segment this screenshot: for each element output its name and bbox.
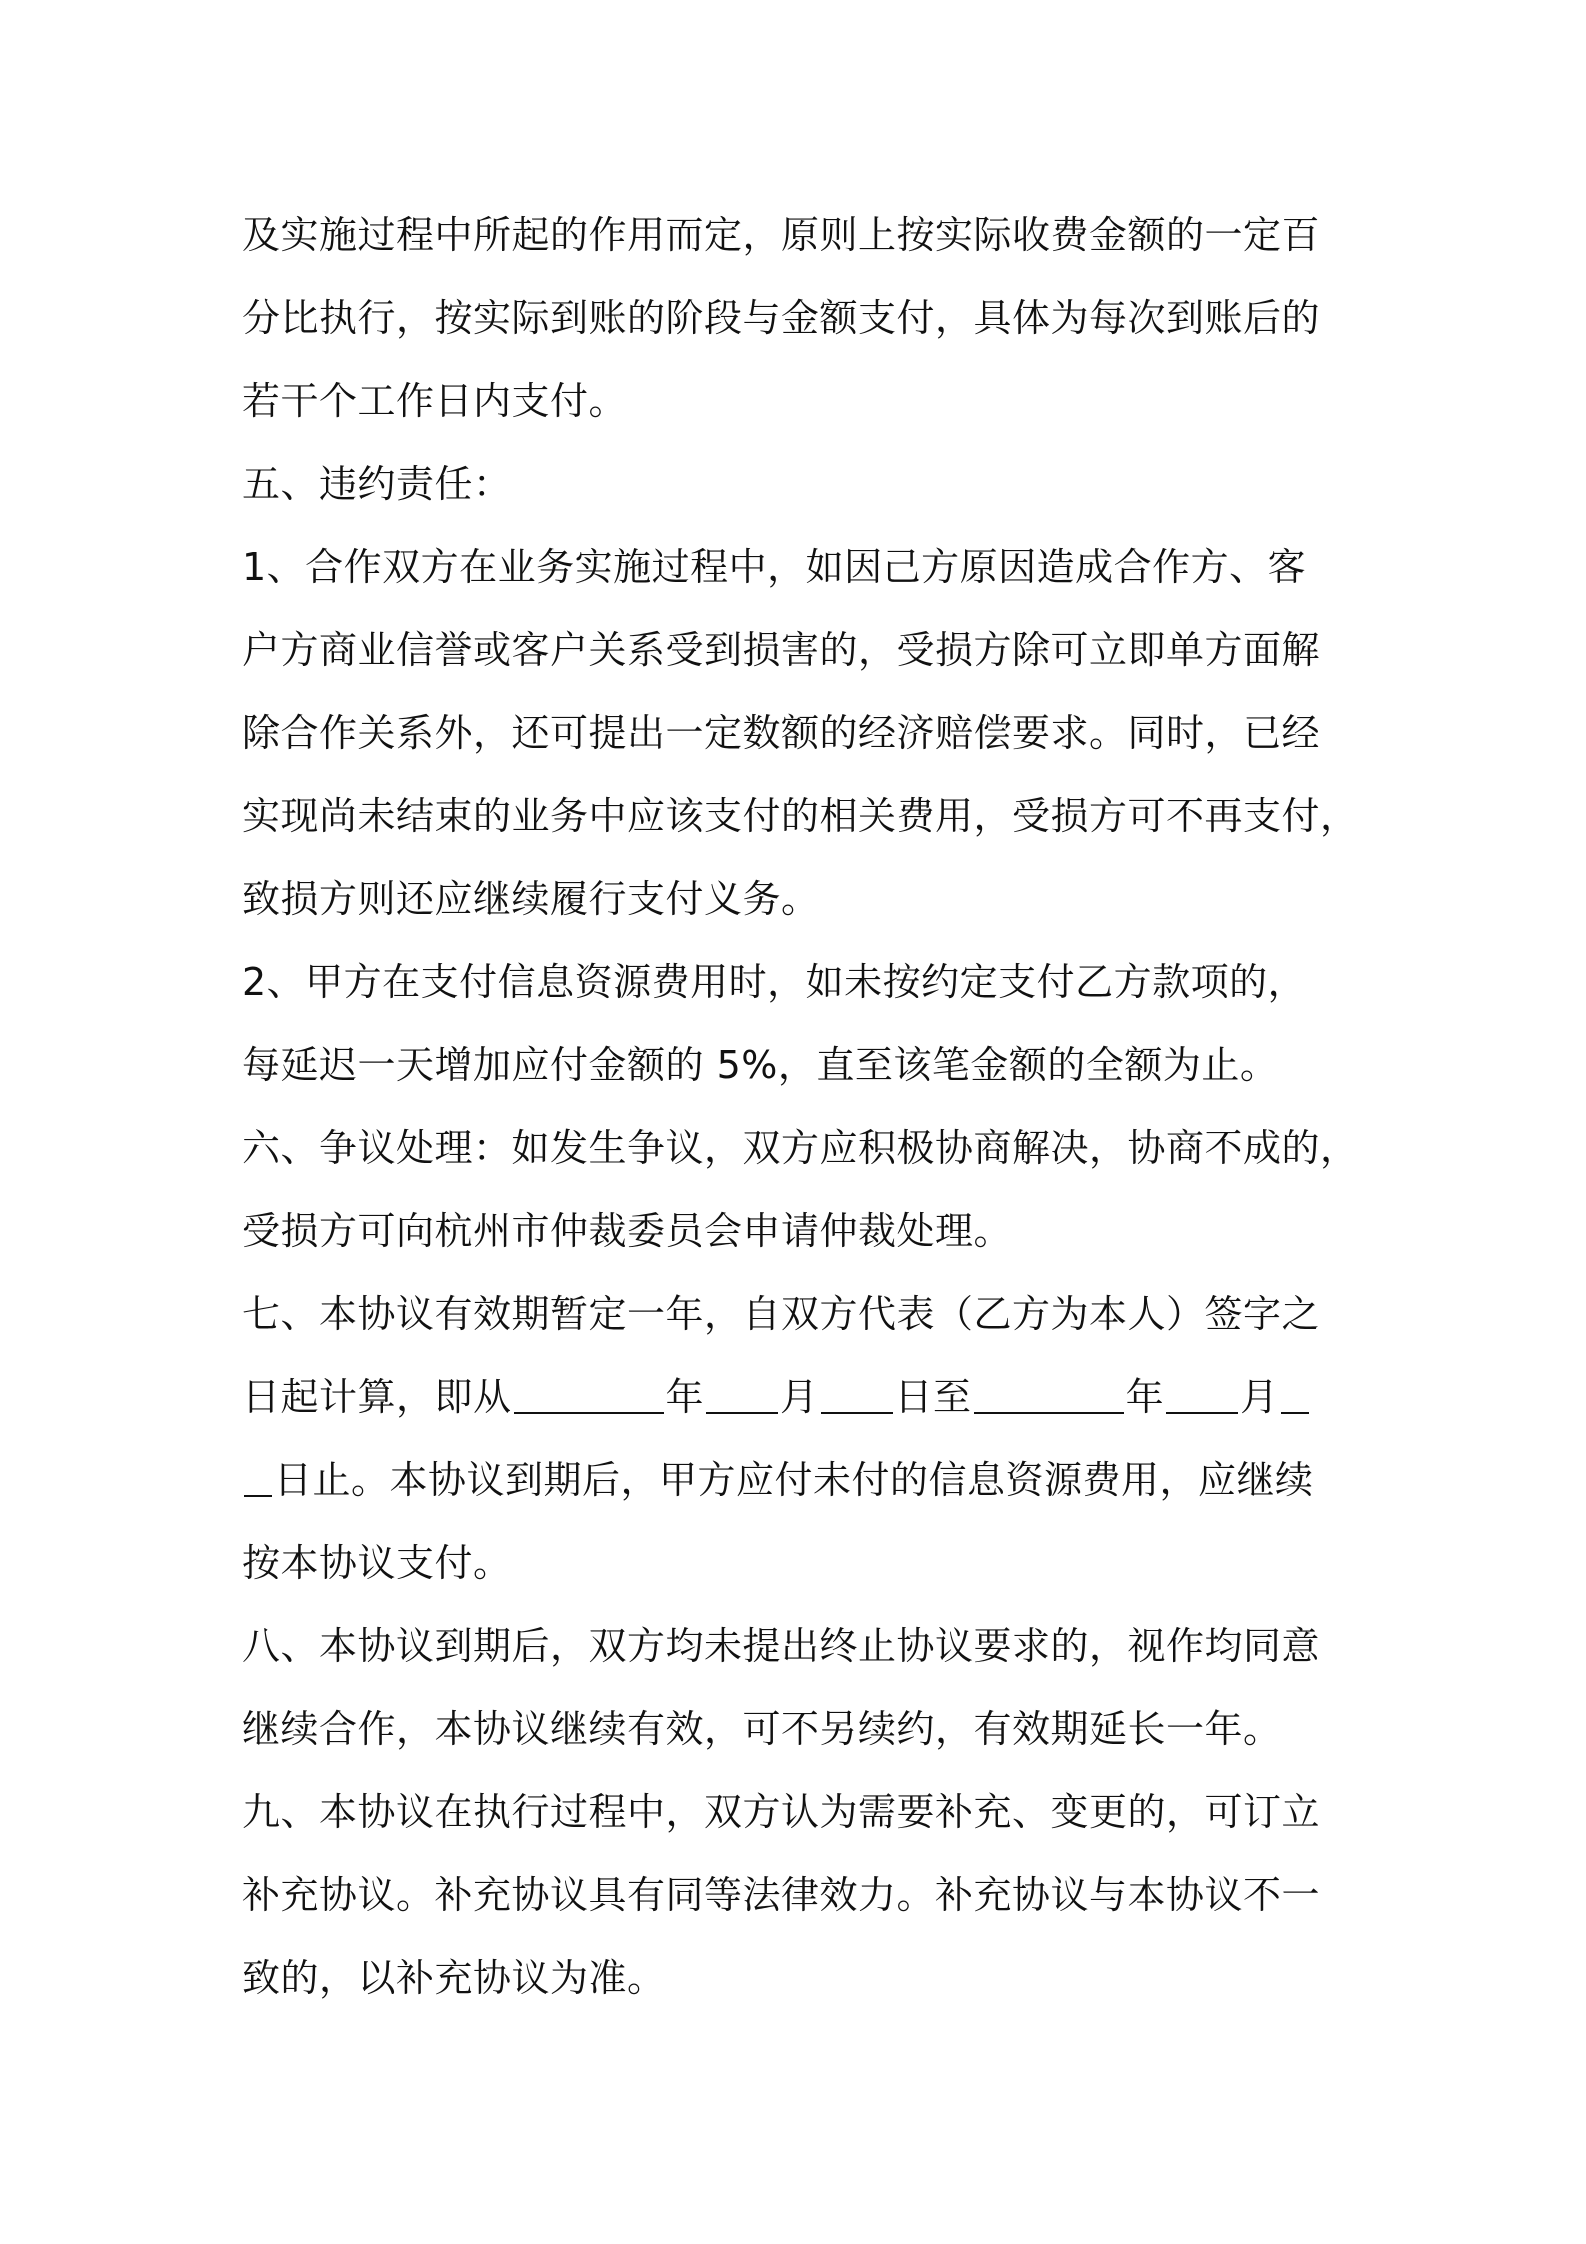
text-line-3: 若干个工作日内支付。 bbox=[242, 379, 628, 423]
text-line-13: 受损方可向杭州市仲裁委员会申请仲裁处理。 bbox=[242, 1209, 1013, 1253]
text-line-11: 每延迟一天增加应付金额的 5%，直至该笔金额的全额为止。 bbox=[242, 1043, 1279, 1087]
text-line-7: 除合作关系外，还可提出一定数额的经济赔偿要求。同时，已经 bbox=[242, 711, 1321, 755]
text-line-17: 按本协议支付。 bbox=[242, 1541, 512, 1585]
start-year-blank[interactable] bbox=[514, 1382, 664, 1414]
end-day-blank-part1[interactable] bbox=[1281, 1382, 1309, 1414]
end-month-label: 月 bbox=[1240, 1375, 1279, 1419]
end-year-blank[interactable] bbox=[974, 1382, 1124, 1414]
section-heading-amendment: 九、本协议在执行过程中，双方认为需要补充、变更的，可订立 bbox=[242, 1790, 1321, 1834]
start-day-label: 日至 bbox=[894, 1375, 972, 1419]
text-line-2: 分比执行，按实际到账的阶段与金额支付，具体为每次到账后的 bbox=[242, 296, 1321, 340]
date-prefix: 日起计算，即从 bbox=[242, 1375, 512, 1419]
text-line-22: 致的，以补充协议为准。 bbox=[242, 1956, 666, 2000]
text-line-10: 2、甲方在支付信息资源费用时，如未按约定支付乙方款项的， bbox=[242, 960, 1307, 1004]
text-line-9: 致损方则还应继续履行支付义务。 bbox=[242, 877, 820, 921]
text-line-1: 及实施过程中所起的作用而定，原则上按实际收费金额的一定百 bbox=[242, 213, 1321, 257]
start-day-blank[interactable] bbox=[821, 1382, 893, 1414]
end-year-label: 年 bbox=[1125, 1375, 1165, 1419]
date-range-line bbox=[242, 1356, 1362, 1439]
date-range-line-continued bbox=[242, 1439, 1362, 1522]
date-suffix: 日止。本协议到期后，甲方应付未付的信息资源费用，应继续 bbox=[274, 1458, 1314, 1502]
text-line-19: 继续合作，本协议继续有效，可不另续约，有效期延长一年。 bbox=[242, 1707, 1282, 1751]
start-year-label: 年 bbox=[665, 1375, 705, 1419]
end-day-blank-part2[interactable] bbox=[244, 1465, 272, 1497]
section-heading-dispute: 六、争议处理：如发生争议，双方应积极协商解决，协商不成的， bbox=[242, 1126, 1359, 1170]
end-month-blank[interactable] bbox=[1166, 1382, 1238, 1414]
section-heading-validity: 七、本协议有效期暂定一年，自双方代表（乙方为本人）签字之 bbox=[242, 1292, 1321, 1336]
text-line-8: 实现尚未结束的业务中应该支付的相关费用，受损方可不再支付， bbox=[242, 794, 1359, 838]
section-heading-breach: 五、违约责任： bbox=[242, 462, 512, 506]
text-line-5: 1、合作双方在业务实施过程中，如因己方原因造成合作方、客 bbox=[242, 545, 1307, 589]
text-line-21: 补充协议。补充协议具有同等法律效力。补充协议与本协议不一 bbox=[242, 1873, 1321, 1917]
start-month-blank[interactable] bbox=[706, 1382, 778, 1414]
start-month-label: 月 bbox=[780, 1375, 819, 1419]
text-line-6: 户方商业信誉或客户关系受到损害的，受损方除可立即单方面解 bbox=[242, 628, 1321, 672]
section-heading-renewal: 八、本协议到期后，双方均未提出终止协议要求的，视作均同意 bbox=[242, 1624, 1321, 1668]
document-body bbox=[242, 194, 1362, 2020]
